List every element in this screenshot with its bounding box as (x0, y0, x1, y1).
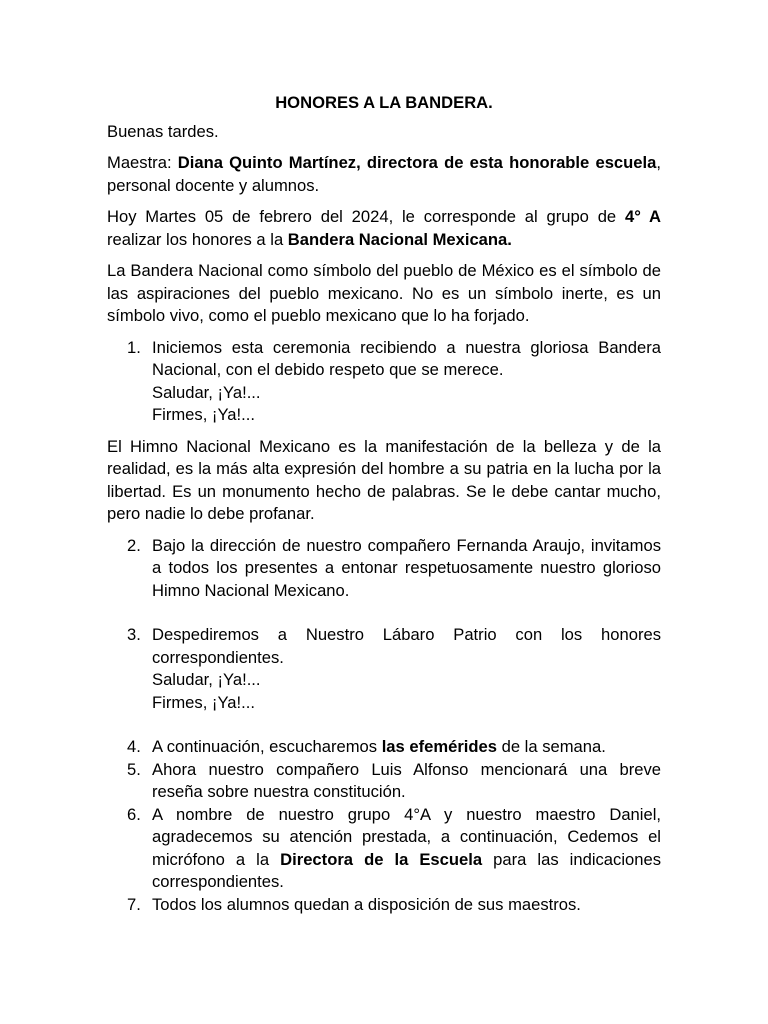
list-part-1 (107, 337, 661, 427)
document-title: HONORES A LA BANDERA. (275, 93, 493, 112)
list-item-number: 6. (127, 804, 141, 824)
paragraph-date (107, 206, 661, 251)
list-item-number: 1. (127, 337, 141, 357)
list-item-command: Saludar, ¡Ya!... (152, 382, 261, 402)
list-item-number: 2. (127, 535, 141, 555)
list-item-number: 4. (127, 737, 141, 756)
list-item (107, 759, 661, 804)
list-item-number: 5. (127, 759, 141, 779)
paragraph-addressees (107, 152, 661, 197)
list-part-2 (107, 535, 661, 917)
list-spacer (107, 602, 661, 624)
list-item-text: Ahora nuestro compañero Luis Alfonso mencionará una breve reseña sobre nuestra constitución. (152, 759, 661, 801)
list-item (107, 804, 661, 894)
list-item-command: Firmes, ¡Ya!... (152, 405, 255, 424)
paragraph-addressees-bold: Diana Quinto Martínez, directora de esta honorable escuela (177, 153, 657, 172)
list-item (107, 894, 661, 917)
list-item-text: Bajo la dirección de nuestro compañero Fernanda Araujo, invitamos a todos los presentes a entonar respetuosamente nuestro glorioso Himno Nacional Mexicano. (152, 535, 661, 600)
list-item-text-c: para las indicaciones correspondientes. (152, 849, 662, 891)
paragraph-anthem: El Himno Nacional Mexicano es la manifestación de la belleza y de la realidad, es la más alta expresión del hombre a su patria en la lucha por la libertad. Es un monumento hecho de palabras. Se le debe cantar mucho, pero nadie lo debe profanar. (107, 436, 661, 523)
paragraph-date-flag: Bandera Nacional Mexicana. (287, 229, 512, 249)
paragraph-addressees-tail: , personal docente y alumnos. (107, 153, 661, 195)
list-item-text: Despediremos a Nuestro Lábaro Patrio con los honores correspondientes. (152, 625, 661, 667)
list-item-number: 7. (127, 894, 141, 914)
list-item-text: Todos los alumnos quedan a disposición de sus maestros. (152, 894, 581, 914)
paragraph-date-group: 4° A (624, 207, 662, 226)
list-item-text: Iniciemos esta ceremonia recibiendo a nuestra gloriosa Bandera Nacional, con el debido respeto que se merece. (152, 337, 661, 379)
list-item-text-a: A continuación, escucharemos (152, 737, 382, 756)
paragraph-flag-symbol: La Bandera Nacional como símbolo del pueblo de México es el símbolo de las aspiraciones del pueblo mexicano. No es un símbolo inerte, es un símbolo vivo, como el pueblo mexicano que lo ha forjado. (107, 261, 661, 325)
list-item-bold: las efemérides (381, 737, 497, 756)
document-body (107, 92, 661, 925)
list-item (107, 535, 661, 603)
list-item-text-a: A nombre de nuestro grupo 4°A y nuestro maestro Daniel, agradecemos su atención prestada, a continuación, Cedemos el micrófono a la (152, 804, 661, 869)
paragraph-date-c: realizar los honores a la (107, 229, 288, 249)
list-item-command: Firmes, ¡Ya!... (152, 692, 255, 712)
paragraph-date-a: Hoy Martes 05 de febrero del 2024, le corresponde al grupo de (107, 207, 625, 226)
list-spacer (107, 714, 661, 736)
list-item (107, 337, 661, 427)
list-item-command: Saludar, ¡Ya!... (152, 670, 261, 689)
list-item (107, 736, 661, 759)
paragraph-addressees-lead: Maestra: (107, 153, 178, 172)
list-item (107, 624, 661, 714)
list-item-text-c: de la semana. (497, 737, 606, 756)
list-item-bold: Directora de la Escuela (280, 849, 483, 869)
greeting: Buenas tardes. (107, 121, 219, 141)
list-item-number: 3. (127, 625, 141, 644)
